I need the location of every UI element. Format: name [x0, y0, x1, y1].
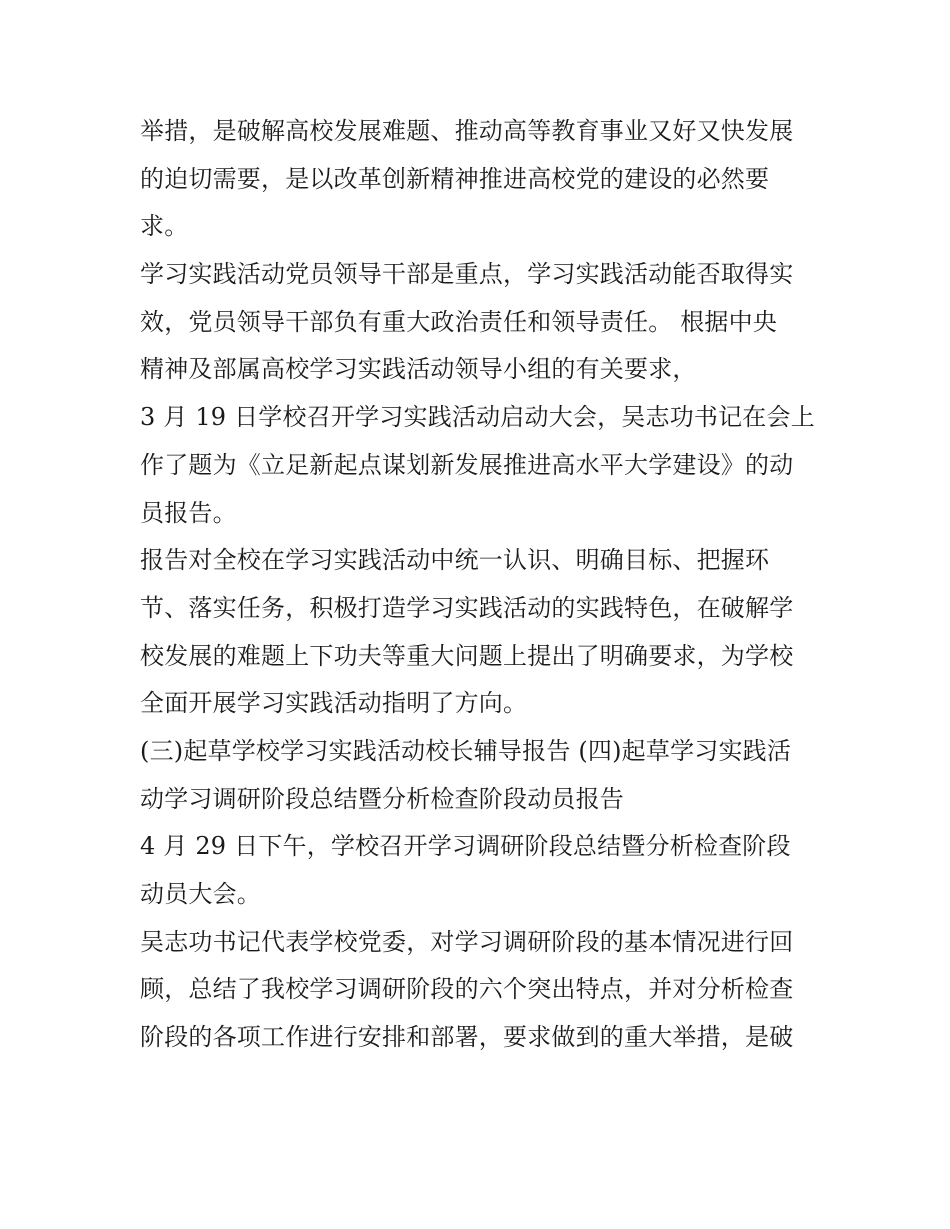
text-line: 动员大会。: [140, 880, 261, 908]
text-line: 求。: [140, 212, 189, 241]
text-line: 效，党员领导干部负有重大政治责任和领导责任。 根据中央: [140, 307, 778, 336]
text-line: 动学习调研阶段总结暨分析检查阶段动员报告: [140, 784, 624, 813]
text-line: 员报告。: [140, 498, 237, 527]
text-line: 阶段的各项工作进行安排和部署，要求做到的重大举措，是破: [140, 1023, 794, 1052]
text-line: 作了题为《立足新起点谋划新发展推进高水平大学建设》的动: [140, 450, 794, 479]
text-line: 举措，是破解高校发展难题、推动高等教育事业又好又快发展: [140, 117, 794, 145]
text-line: 精神及部属高校学习实践活动领导小组的有关要求，: [140, 355, 697, 384]
text-line: 报告对全校在学习实践活动中统一认识、明确目标、把握环: [140, 546, 770, 575]
text-line: 吴志功书记代表学校党委，对学习调研阶段的基本情况进行回: [140, 927, 794, 956]
body-text: [140, 108, 820, 1062]
text-line: 4 月 29 日下午，学校召开学习调研阶段总结暨分析检查阶段: [140, 832, 791, 861]
text-line: 校发展的难题上下功夫等重大问题上提出了明确要求，为学校: [140, 641, 794, 670]
text-line: 节、落实任务，积极打造学习实践活动的实践特色，在破解学: [140, 593, 794, 622]
text-line: 学习实践活动党员领导干部是重点，学习实践活动能否取得实: [140, 260, 794, 289]
text-line: 3 月 19 日学校召开学习实践活动启动大会，吴志功书记在会上: [140, 403, 815, 432]
text-line: 顾，总结了我校学习调研阶段的六个突出特点，并对分析检查: [140, 975, 794, 1004]
text-line: (三)起草学校学习实践活动校长辅导报告 (四)起草学习实践活: [140, 736, 792, 765]
text-line: 全面开展学习实践活动指明了方向。: [140, 689, 528, 718]
text-line: 的迫切需要，是以改革创新精神推进高校党的建设的必然要: [140, 164, 770, 193]
